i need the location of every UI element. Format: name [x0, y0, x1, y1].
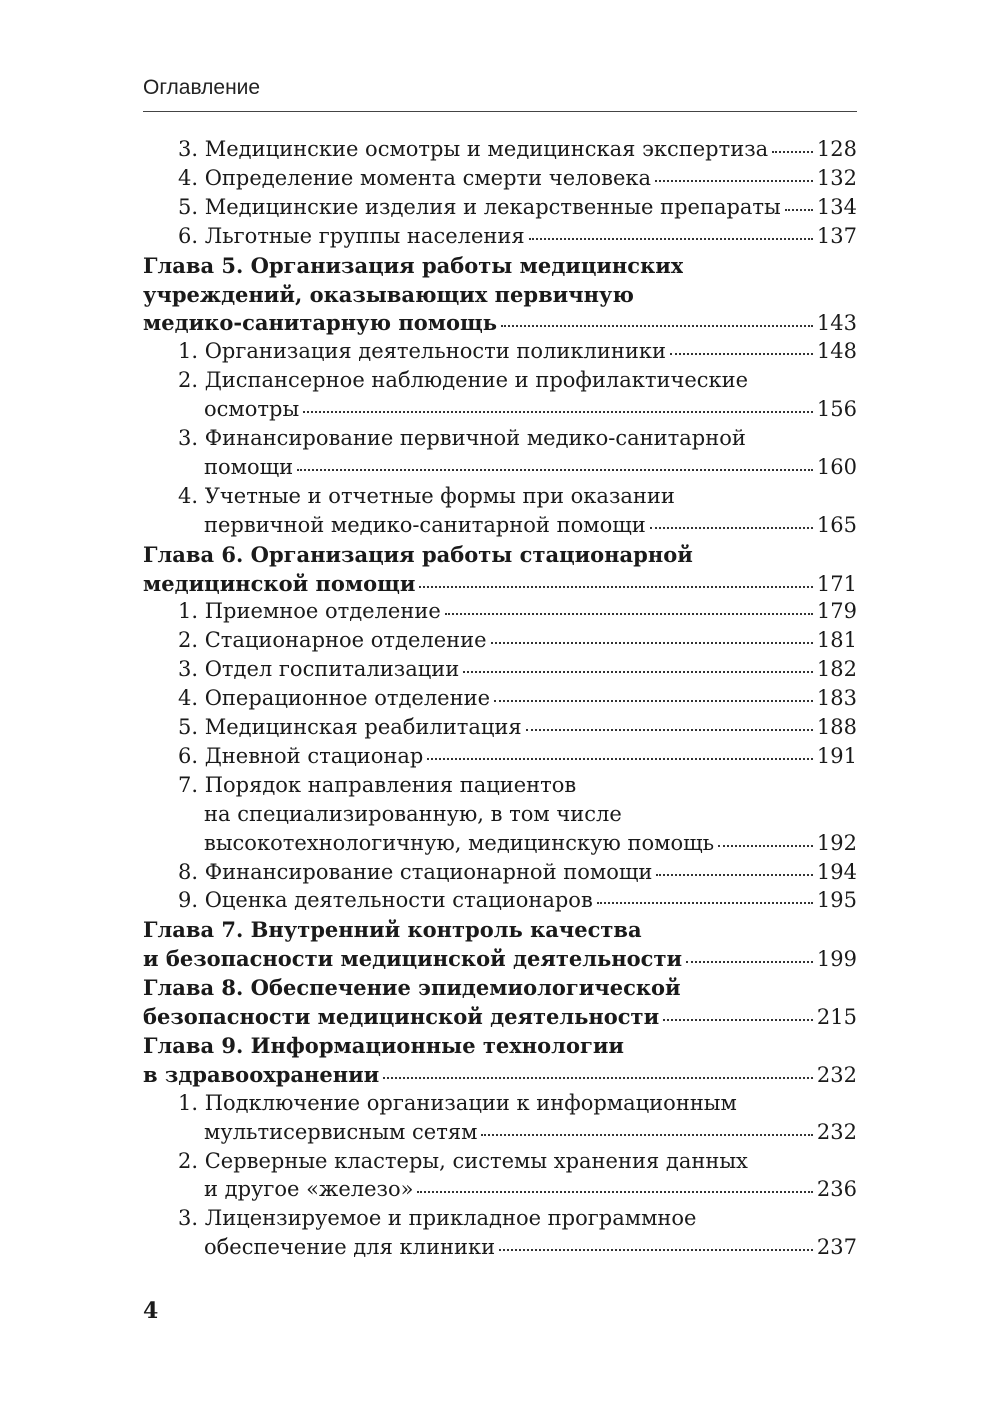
toc-chapter-line — [143, 308, 857, 337]
toc-entry-title: 4. Учетные и отчетные формы при оказании — [178, 483, 675, 508]
toc-entry-title: высокотехнологичную, медицинскую помощь — [204, 830, 715, 855]
toc-entry-line — [143, 684, 857, 713]
toc-entry-line — [143, 829, 857, 858]
toc-entry-line — [143, 164, 857, 193]
toc-entry-title: медико-санитарную помощь — [143, 310, 497, 336]
toc-entry-title: и безопасности медицинской деятельности — [143, 946, 683, 972]
toc-entry-line — [143, 424, 857, 453]
toc-page-number: 128 — [816, 137, 857, 161]
toc-entry-title: осмотры — [204, 397, 300, 422]
running-head-title: Оглавление — [143, 76, 261, 99]
toc-chapter-line — [143, 915, 857, 944]
dot-leader — [297, 469, 813, 471]
toc-entry-title: 2. Стационарное отделение — [178, 628, 487, 653]
toc-page-number: 179 — [816, 599, 857, 624]
toc-entry-title: 5. Медицинские изделия и лекарственные препараты — [178, 194, 781, 219]
toc-chapter-line — [143, 569, 857, 598]
header-rule — [143, 111, 857, 112]
toc-entry-line — [143, 395, 857, 424]
dot-leader — [445, 613, 813, 615]
dot-leader — [650, 527, 813, 529]
toc-entry-line — [143, 655, 857, 684]
dot-leader — [597, 902, 813, 904]
toc-entry-title: 6. Дневной стационар — [178, 743, 424, 768]
toc-entry-title: 2. Диспансерное наблюдение и профилактические — [178, 368, 749, 393]
toc-page-number: 143 — [816, 311, 857, 336]
toc-entry-line — [143, 482, 857, 511]
toc-page-number: 199 — [816, 947, 857, 972]
toc-entry-line — [143, 1175, 857, 1204]
dot-leader — [481, 1134, 813, 1136]
toc-chapter-line — [143, 251, 857, 280]
toc-entry-title: 6. Льготные группы населения — [178, 223, 525, 248]
toc-page-number: 156 — [816, 397, 857, 422]
toc-entry-line — [143, 511, 857, 540]
toc-page-number: 137 — [816, 223, 857, 248]
toc-entry-title: 2. Серверные кластеры, системы хранения данных — [178, 1148, 748, 1173]
toc-entry-title: Глава 8. Обеспечение эпидемиологической — [143, 975, 681, 1001]
toc-entry-title: 3. Медицинские осмотры и медицинская экспертиза — [178, 137, 769, 161]
toc-entry-title: 3. Финансирование первичной медико-санитарной — [178, 426, 746, 450]
toc-entry-title: 5. Медицинская реабилитация — [178, 715, 522, 739]
dot-leader — [383, 1077, 813, 1079]
toc-entry-title: Глава 5. Организация работы медицинских — [143, 252, 684, 278]
toc-page-number: 236 — [816, 1177, 857, 1202]
toc-entry-line — [143, 222, 857, 251]
toc-chapter-line — [143, 1002, 857, 1031]
toc-entry-title: медицинской помощи — [143, 570, 416, 596]
toc-entry-title: 1. Подключение организации к информационным — [178, 1090, 737, 1115]
toc-entry-line — [143, 453, 857, 482]
toc-page-number: 232 — [816, 1119, 857, 1144]
toc-entry-title: учреждений, оказывающих первичную — [143, 281, 634, 307]
toc-entry-title: 4. Определение момента смерти человека — [178, 165, 652, 190]
toc-page-number: 148 — [816, 339, 857, 364]
dot-leader — [501, 325, 813, 327]
dot-leader — [772, 151, 813, 153]
toc-entry-line — [143, 771, 857, 800]
toc-entry-line — [143, 135, 857, 164]
dot-leader — [663, 1019, 813, 1021]
toc-entry-title: помощи — [204, 454, 294, 479]
toc-entry-title: и другое «железо» — [204, 1177, 414, 1202]
dot-leader — [427, 758, 813, 760]
dot-leader — [686, 961, 813, 963]
toc-page-number: 215 — [816, 1005, 857, 1029]
dot-leader — [655, 180, 813, 182]
dot-leader — [670, 353, 813, 355]
toc-page-number: 132 — [816, 165, 857, 190]
page-number: 4 — [143, 1298, 159, 1324]
toc-entry-title: Глава 9. Информационные технологии — [143, 1032, 625, 1058]
toc-entry-title: безопасности медицинской деятельности — [143, 1004, 660, 1029]
toc-entry-line — [143, 1147, 857, 1176]
toc-entry-line — [143, 366, 857, 395]
toc-entry-title: обеспечение для клиники — [204, 1235, 496, 1260]
toc-page-number: 237 — [816, 1235, 857, 1260]
toc-chapter-line — [143, 1031, 857, 1060]
toc-entry-line — [143, 886, 857, 915]
toc-entry-line — [143, 713, 857, 742]
toc-entry-line — [143, 1089, 857, 1118]
dot-leader — [303, 411, 813, 413]
toc-entry-line — [143, 337, 857, 366]
toc-page-number: 181 — [816, 628, 857, 653]
dot-leader — [463, 671, 813, 673]
toc-entry-title: мультисервисным сетям — [204, 1119, 478, 1144]
dot-leader — [718, 845, 813, 847]
toc-page-number: 165 — [816, 512, 857, 537]
dot-leader — [419, 586, 813, 588]
toc-entry-title: Глава 6. Организация работы стационарной — [143, 541, 693, 567]
toc-entry-line — [143, 1233, 857, 1262]
toc-chapter-line — [143, 944, 857, 973]
toc-chapter-line — [143, 280, 857, 309]
toc-entry-line — [143, 742, 857, 771]
dot-leader — [499, 1249, 813, 1251]
dot-leader — [491, 642, 813, 644]
toc-entry-line — [143, 858, 857, 887]
toc-entry-line — [143, 597, 857, 626]
toc-page-number: 192 — [816, 830, 857, 855]
toc-entry-line — [143, 626, 857, 655]
toc-entry-title: 9. Оценка деятельности стационаров — [178, 888, 593, 913]
dot-leader — [494, 700, 813, 702]
toc-entry-line — [143, 193, 857, 222]
dot-leader — [785, 209, 813, 211]
toc-chapter-line — [143, 973, 857, 1002]
toc-page-number: 194 — [816, 859, 857, 884]
toc-chapter-line — [143, 540, 857, 569]
toc-entry-title: 4. Операционное отделение — [178, 686, 491, 711]
toc-page-number: 191 — [816, 743, 857, 768]
toc-page-number: 160 — [816, 454, 857, 479]
dot-leader — [529, 238, 813, 240]
toc-entry-line — [143, 1204, 857, 1233]
toc-entry-title: Глава 7. Внутренний контроль качества — [143, 917, 642, 943]
toc-entry-title: 3. Отдел госпитализации — [178, 657, 460, 682]
toc-entry-title: на специализированную, в том числе — [204, 801, 622, 826]
toc-entry-title: 1. Приемное отделение — [178, 599, 441, 624]
toc-page-number: 195 — [816, 888, 857, 913]
toc-page-number: 183 — [816, 686, 857, 711]
toc-entry-title: 7. Порядок направления пациентов — [178, 772, 577, 797]
dot-leader — [526, 729, 813, 731]
dot-leader — [417, 1191, 812, 1193]
toc-entry-title: 3. Лицензируемое и прикладное программное — [178, 1206, 697, 1231]
toc-entry-line — [143, 800, 857, 829]
toc-page-number: 182 — [816, 657, 857, 682]
toc-page-number: 232 — [816, 1062, 857, 1087]
toc-chapter-line — [143, 1060, 857, 1089]
toc-entry-line — [143, 1118, 857, 1147]
toc-page-number: 188 — [816, 715, 857, 739]
toc-entry-title: в здравоохранении — [143, 1061, 380, 1087]
toc-entry-title: первичной медико-санитарной помощи — [204, 512, 646, 537]
dot-leader — [656, 874, 813, 876]
toc-page-number: 171 — [816, 571, 857, 596]
toc-page-number: 134 — [816, 194, 857, 219]
toc-entry-title: 1. Организация деятельности поликлиники — [178, 339, 666, 364]
toc-entry-title: 8. Финансирование стационарной помощи — [178, 859, 653, 884]
